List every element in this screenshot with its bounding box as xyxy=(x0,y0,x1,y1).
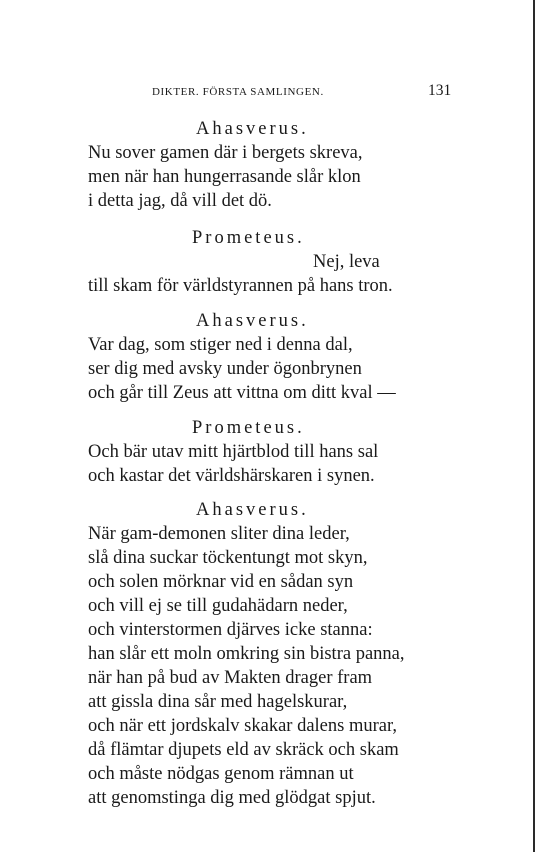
stanza-2 xyxy=(0,226,544,298)
verse-line: och när ett jordskalv skakar dalens murar, xyxy=(88,716,398,736)
verse-line: Och bär utav mitt hjärtblod till hans sal xyxy=(88,442,379,462)
verse-line: i detta jag, då vill det dö. xyxy=(88,191,272,211)
verse-line: han slår ett moln omkring sin bistra panna, xyxy=(88,644,405,664)
verse-line: När gam-demonen sliter dina leder, xyxy=(88,524,350,544)
verse-line: till skam för världstyrannen på hans tron. xyxy=(88,276,393,296)
stanza-1 xyxy=(0,117,544,213)
running-header xyxy=(0,82,544,102)
speaker-name: Ahasverus. xyxy=(196,119,309,139)
verse-line: och måste nödgas genom rämnan ut xyxy=(88,764,354,784)
verse-line: då flämtar djupets eld av skräck och skam xyxy=(88,740,399,760)
verse-line: och går till Zeus att vittna om ditt kval — xyxy=(88,383,396,403)
speaker-name: Ahasverus. xyxy=(196,311,309,331)
verse-line: när han på bud av Makten drager fram xyxy=(88,668,373,688)
verse-line: Var dag, som stiger ned i denna dal, xyxy=(88,335,353,355)
verse-line: och vinterstormen djärves icke stanna: xyxy=(88,620,373,640)
verse-line: slå dina suckar töckentungt mot skyn, xyxy=(88,548,368,568)
speaker-name: Prometeus. xyxy=(192,418,305,438)
verse-line: ser dig med avsky under ögonbrynen xyxy=(88,359,362,379)
verse-line: Nej, leva xyxy=(313,252,380,272)
verse-line: och solen mörknar vid en sådan syn xyxy=(88,572,354,592)
stanza-4 xyxy=(0,416,544,488)
stanza-3 xyxy=(0,309,544,405)
verse-line: att gissla dina sår med hagelskurar, xyxy=(88,692,348,712)
speaker-name: Prometeus. xyxy=(192,228,305,248)
speaker-name: Ahasverus. xyxy=(196,500,309,520)
verse-line: och vill ej se till gudahädarn neder, xyxy=(88,596,348,616)
verse-line: att genomstinga dig med glödgat spjut. xyxy=(88,788,376,808)
verse-line: men när han hungerrasande slår klon xyxy=(88,167,361,187)
page-number: 131 xyxy=(428,82,452,99)
running-title: DIKTER. FÖRSTA SAMLINGEN. xyxy=(152,86,324,98)
stanza-5 xyxy=(0,498,544,810)
verse-line: Nu sover gamen där i bergets skreva, xyxy=(88,143,363,163)
verse-line: och kastar det världshärskaren i synen. xyxy=(88,466,375,486)
